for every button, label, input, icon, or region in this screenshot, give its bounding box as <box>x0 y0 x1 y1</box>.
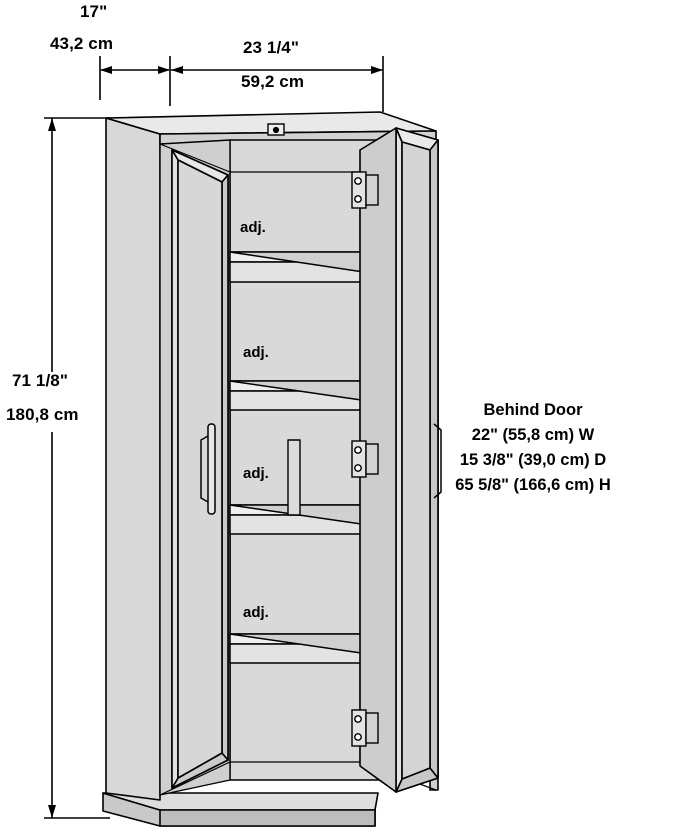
hinge-top <box>352 172 378 208</box>
dimension-height-inches: 71 1/8" <box>12 371 69 390</box>
hinge-middle <box>352 441 378 477</box>
door-catch <box>268 124 284 135</box>
hinge-bottom <box>352 710 378 746</box>
shelf-label-3: adj. <box>243 465 269 482</box>
dimension-height-cm: 180,8 cm <box>6 405 79 424</box>
behind-door-note <box>403 398 663 498</box>
door-left <box>160 144 230 795</box>
shelf-label-1: adj. <box>240 219 266 236</box>
shelf-label-4: adj. <box>243 604 269 621</box>
interior-divider <box>288 440 300 515</box>
behind-door-heading: Behind Door <box>483 401 583 419</box>
dimension-line-height <box>44 118 110 818</box>
behind-door-height: 65 5/8" (166,6 cm) H <box>455 476 611 494</box>
cabinet-left-side <box>106 118 160 800</box>
behind-door-width: 22" (55,8 cm) W <box>471 426 595 444</box>
dimension-width-inches: 23 1/4" <box>243 38 300 57</box>
dimension-depth-inches: 17" <box>80 2 108 21</box>
shelf-label-2: adj. <box>243 344 269 361</box>
dimension-width-cm: 59,2 cm <box>241 72 305 91</box>
behind-door-depth: 15 3/8" (39,0 cm) D <box>459 451 607 469</box>
dimension-depth-cm: 43,2 cm <box>50 34 114 53</box>
